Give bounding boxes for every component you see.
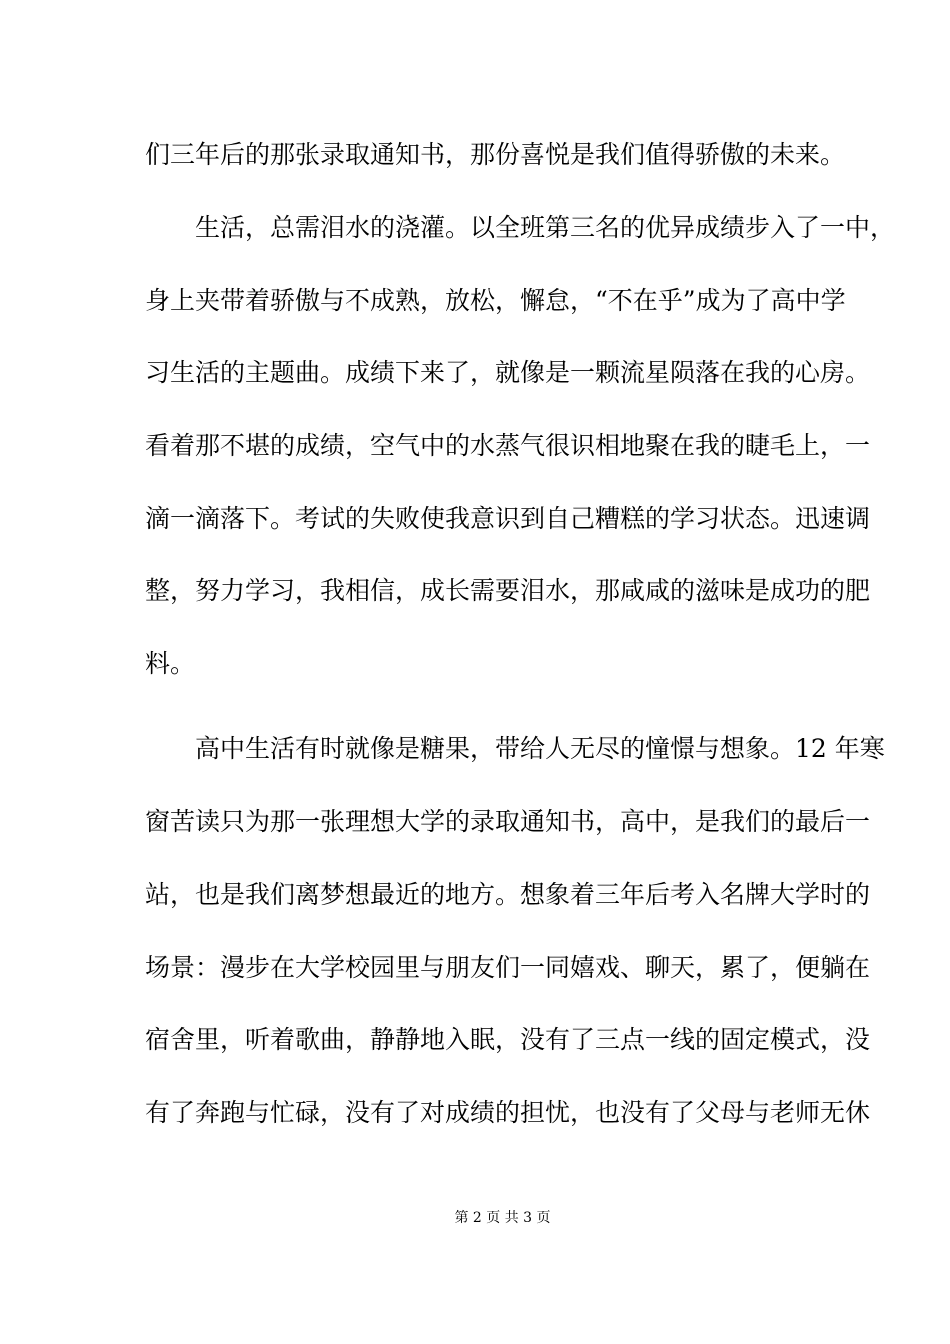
page-number-footer: 第 2 页 共 3 页	[454, 1210, 551, 1226]
text-line: 场景：漫步在大学校园里与朋友们一同嬉戏、聊天，累了，便躺在	[145, 953, 871, 982]
text-line: 窗苦读只为那一张理想大学的录取通知书，高中，是我们的最后一	[145, 807, 871, 836]
text-line: 宿舍里，听着歌曲，静静地入眠，没有了三点一线的固定模式，没	[145, 1025, 871, 1054]
text-line: 们三年后的那张录取通知书，那份喜悦是我们值得骄傲的未来。	[145, 140, 846, 169]
text-line: 整，努力学习，我相信，成长需要泪水，那咸咸的滋味是成功的肥	[145, 576, 871, 605]
text-line: 看着那不堪的成绩，空气中的水蒸气很识相地聚在我的睫毛上，一	[145, 431, 871, 460]
text-line: 料。	[145, 649, 196, 678]
text-line: 站，也是我们离梦想最近的地方。想象着三年后考入名牌大学时的	[145, 880, 871, 909]
text-line: 有了奔跑与忙碌，没有了对成绩的担忧，也没有了父母与老师无休	[145, 1098, 871, 1127]
text-line: 习生活的主题曲。成绩下来了，就像是一颗流星陨落在我的心房。	[145, 358, 871, 387]
text-line: 高中生活有时就像是糖果，带给人无尽的憧憬与想象。12 年寒	[145, 734, 885, 763]
text-line: 生活，总需泪水的浇灌。以全班第三名的优异成绩步入了一中，	[145, 213, 896, 242]
text-line: 身上夹带着骄傲与不成熟，放松，懈怠，“不在乎”成为了高中学	[145, 286, 846, 315]
text-line: 滴一滴落下。考试的失败使我意识到自己糟糕的学习状态。迅速调	[145, 504, 871, 533]
